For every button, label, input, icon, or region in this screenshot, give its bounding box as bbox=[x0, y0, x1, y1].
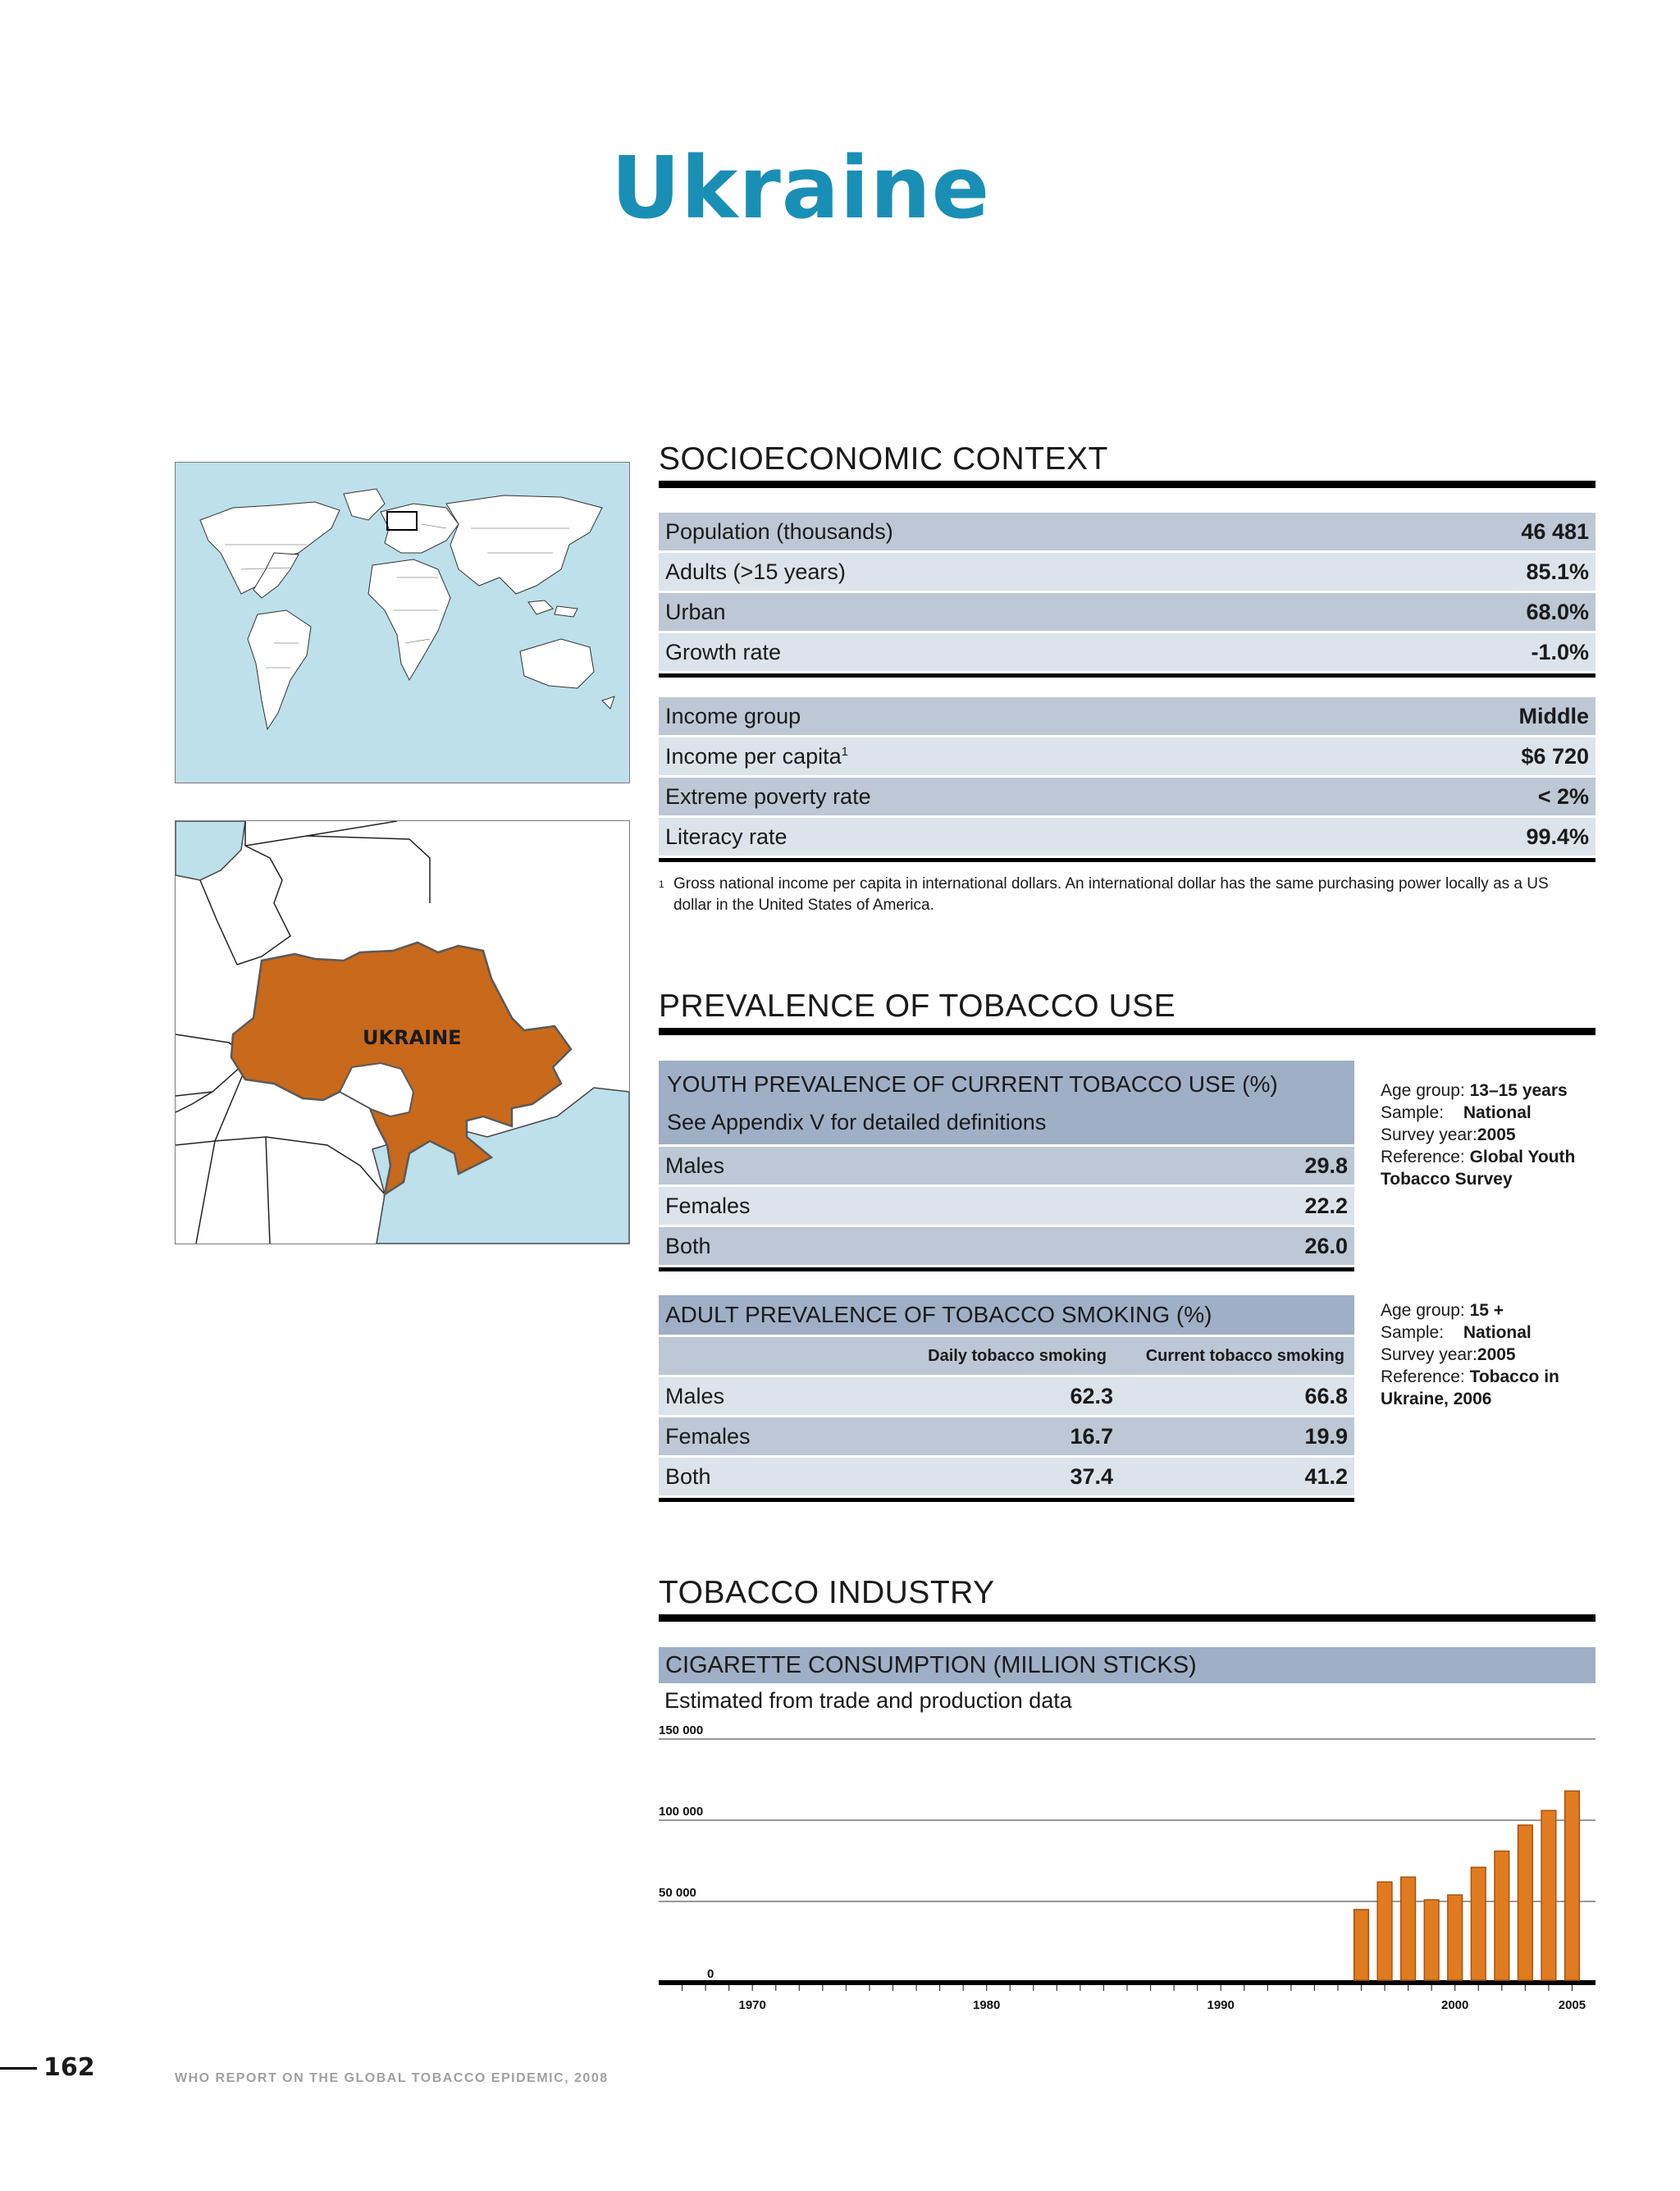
cigarette-consumption-chart bbox=[648, 1718, 1600, 2034]
page-title: Ukraine bbox=[610, 138, 991, 238]
row-label bbox=[665, 744, 848, 769]
meta-label: Survey year: bbox=[1381, 1345, 1477, 1364]
survey-year-line bbox=[1381, 1344, 1594, 1366]
industry-heading: TOBACCO INDUSTRY bbox=[659, 1575, 1596, 1622]
bar-2001 bbox=[1471, 1867, 1486, 1980]
adult-table-title: ADULT PREVALENCE OF TOBACCO SMOKING (%) bbox=[659, 1295, 1354, 1337]
table-rule bbox=[659, 1498, 1354, 1502]
x-tick-label: 1970 bbox=[738, 1998, 766, 2012]
x-tick-label: 1980 bbox=[973, 1998, 1001, 2012]
y-tick-label: 150 000 bbox=[659, 1723, 704, 1737]
reference-line bbox=[1381, 1366, 1594, 1410]
table-rule bbox=[659, 858, 1596, 862]
prevalence-heading: PREVALENCE OF TOBACCO USE bbox=[659, 988, 1596, 1035]
table-row bbox=[659, 553, 1596, 593]
chart-subtitle: Estimated from trade and production data bbox=[664, 1688, 1072, 1713]
socioeconomic-table-2 bbox=[659, 697, 1596, 862]
table-row bbox=[659, 1458, 1354, 1498]
adult-survey-info bbox=[1381, 1299, 1594, 1410]
meta-value: 2005 bbox=[1477, 1345, 1516, 1364]
sample-line bbox=[1381, 1102, 1594, 1124]
row-value: 22.2 bbox=[1304, 1193, 1348, 1218]
meta-label: Reference: bbox=[1381, 1367, 1465, 1386]
x-tick-label: 2005 bbox=[1558, 1998, 1586, 2012]
meta-label: Age group: bbox=[1381, 1301, 1465, 1320]
daily-value: 37.4 bbox=[1070, 1463, 1113, 1489]
row-value: 99.4% bbox=[1526, 824, 1589, 849]
x-tick-label: 1990 bbox=[1207, 1998, 1235, 2012]
meta-label: Age group: bbox=[1381, 1081, 1465, 1100]
row-label: Growth rate bbox=[665, 639, 782, 664]
youth-table-title: YOUTH PREVALENCE OF CURRENT TOBACCO USE (%) bbox=[667, 1071, 1278, 1097]
table-row bbox=[659, 1417, 1354, 1458]
meta-value: Tobacco in Ukraine, 2006 bbox=[1381, 1367, 1559, 1408]
footnote bbox=[659, 874, 1596, 916]
row-value: 85.1% bbox=[1526, 559, 1589, 584]
row-label: Males bbox=[665, 1383, 725, 1408]
row-value: Middle bbox=[1518, 703, 1589, 728]
column-header-current: Current tobacco smoking bbox=[1145, 1346, 1344, 1365]
current-value: 19.9 bbox=[1304, 1423, 1348, 1449]
youth-prevalence-table bbox=[659, 1061, 1354, 1271]
row-value: $6 720 bbox=[1521, 743, 1589, 769]
table-row bbox=[659, 1377, 1354, 1417]
bar-2003 bbox=[1518, 1825, 1532, 1980]
x-tick-label: 2000 bbox=[1441, 1998, 1469, 2012]
meta-value: 13–15 years bbox=[1469, 1081, 1568, 1100]
row-label: Females bbox=[665, 1193, 751, 1218]
map-country-label: UKRAINE bbox=[363, 1026, 462, 1049]
age-group-line bbox=[1381, 1080, 1594, 1102]
daily-value: 16.7 bbox=[1070, 1423, 1113, 1449]
current-value: 41.2 bbox=[1304, 1463, 1348, 1489]
row-label: Income group bbox=[665, 703, 801, 728]
row-label: Males bbox=[665, 1153, 725, 1178]
bar-2000 bbox=[1448, 1895, 1463, 1980]
y-tick-label: 100 000 bbox=[659, 1805, 704, 1819]
footnote-marker: 1 bbox=[841, 744, 848, 759]
world-map-graphic bbox=[176, 463, 629, 783]
adult-table-column-headers bbox=[659, 1337, 1354, 1377]
meta-label: Survey year: bbox=[1381, 1125, 1477, 1144]
running-title: WHO REPORT ON THE GLOBAL TOBACCO EPIDEMIC, 2008 bbox=[175, 2071, 609, 2085]
bar-1998 bbox=[1401, 1877, 1416, 1980]
bar-2002 bbox=[1495, 1851, 1509, 1980]
table-row bbox=[659, 633, 1596, 673]
row-label: Both bbox=[665, 1233, 711, 1258]
age-group-line bbox=[1381, 1299, 1594, 1321]
row-value: < 2% bbox=[1537, 783, 1589, 809]
sample-line bbox=[1381, 1321, 1594, 1344]
table-row bbox=[659, 778, 1596, 818]
socioeconomic-heading: SOCIOECONOMIC CONTEXT bbox=[659, 441, 1596, 488]
ukraine-region-map bbox=[175, 820, 630, 1244]
meta-label: Reference: bbox=[1381, 1148, 1465, 1166]
youth-survey-info bbox=[1381, 1080, 1594, 1190]
youth-table-subtitle: See Appendix V for detailed definitions bbox=[667, 1110, 1047, 1134]
world-locator-map bbox=[175, 462, 630, 783]
daily-value: 62.3 bbox=[1070, 1383, 1113, 1408]
table-rule bbox=[659, 673, 1596, 678]
table-row bbox=[659, 1227, 1354, 1267]
bar-1999 bbox=[1424, 1900, 1439, 1980]
row-label: Urban bbox=[665, 599, 726, 624]
youth-table-header bbox=[659, 1061, 1354, 1144]
table-row bbox=[659, 737, 1596, 778]
footnote-text: Gross national income per capita in international dollars. An international dollar has the same purchasing power locally as a US dollar in the United States of America. bbox=[673, 875, 1549, 914]
footnote-mark: 1 bbox=[659, 879, 664, 890]
row-label: Extreme poverty rate bbox=[665, 783, 871, 809]
row-value: 68.0% bbox=[1526, 599, 1589, 624]
page-number-rule bbox=[0, 2067, 37, 2070]
bar-1997 bbox=[1377, 1882, 1392, 1980]
row-label: Population (thousands) bbox=[665, 518, 893, 544]
row-value: 46 481 bbox=[1521, 518, 1589, 544]
current-value: 66.8 bbox=[1304, 1383, 1348, 1408]
row-label: Females bbox=[665, 1423, 751, 1449]
y-tick-label: 50 000 bbox=[659, 1886, 696, 1900]
row-value: 29.8 bbox=[1304, 1153, 1348, 1178]
socioeconomic-table-1 bbox=[659, 513, 1596, 678]
meta-value: 2005 bbox=[1477, 1125, 1516, 1144]
meta-value: National bbox=[1463, 1323, 1532, 1342]
chart-title: CIGARETTE CONSUMPTION (MILLION STICKS) bbox=[659, 1647, 1596, 1683]
row-value: 26.0 bbox=[1304, 1233, 1348, 1258]
chart-svg bbox=[648, 1718, 1600, 2029]
page-number-text: 162 bbox=[43, 2053, 95, 2082]
row-label: Adults (>15 years) bbox=[665, 559, 846, 584]
bar-2005 bbox=[1565, 1791, 1580, 1980]
row-label: Literacy rate bbox=[665, 824, 788, 849]
table-row bbox=[659, 513, 1596, 553]
bar-2004 bbox=[1541, 1810, 1556, 1980]
meta-label: Sample: bbox=[1381, 1323, 1445, 1342]
table-row bbox=[659, 593, 1596, 633]
table-row bbox=[659, 1187, 1354, 1227]
bar-1996 bbox=[1354, 1910, 1369, 1980]
meta-label: Sample: bbox=[1381, 1103, 1445, 1122]
meta-value: National bbox=[1463, 1103, 1532, 1122]
y-tick-label: 0 bbox=[707, 1967, 714, 1981]
adult-prevalence-table bbox=[659, 1295, 1354, 1502]
row-value: -1.0% bbox=[1531, 639, 1589, 664]
table-row bbox=[659, 1147, 1354, 1187]
column-header-daily: Daily tobacco smoking bbox=[928, 1346, 1107, 1365]
reference-line bbox=[1381, 1146, 1594, 1190]
table-rule bbox=[659, 1267, 1354, 1271]
page-number bbox=[0, 2053, 95, 2082]
table-row bbox=[659, 818, 1596, 858]
row-label: Both bbox=[665, 1463, 711, 1489]
meta-value: Global Youth Tobacco Survey bbox=[1381, 1148, 1576, 1189]
survey-year-line bbox=[1381, 1124, 1594, 1146]
income-label-text: Income per capita bbox=[665, 743, 842, 769]
meta-value: 15 + bbox=[1469, 1301, 1504, 1320]
table-row bbox=[659, 697, 1596, 737]
